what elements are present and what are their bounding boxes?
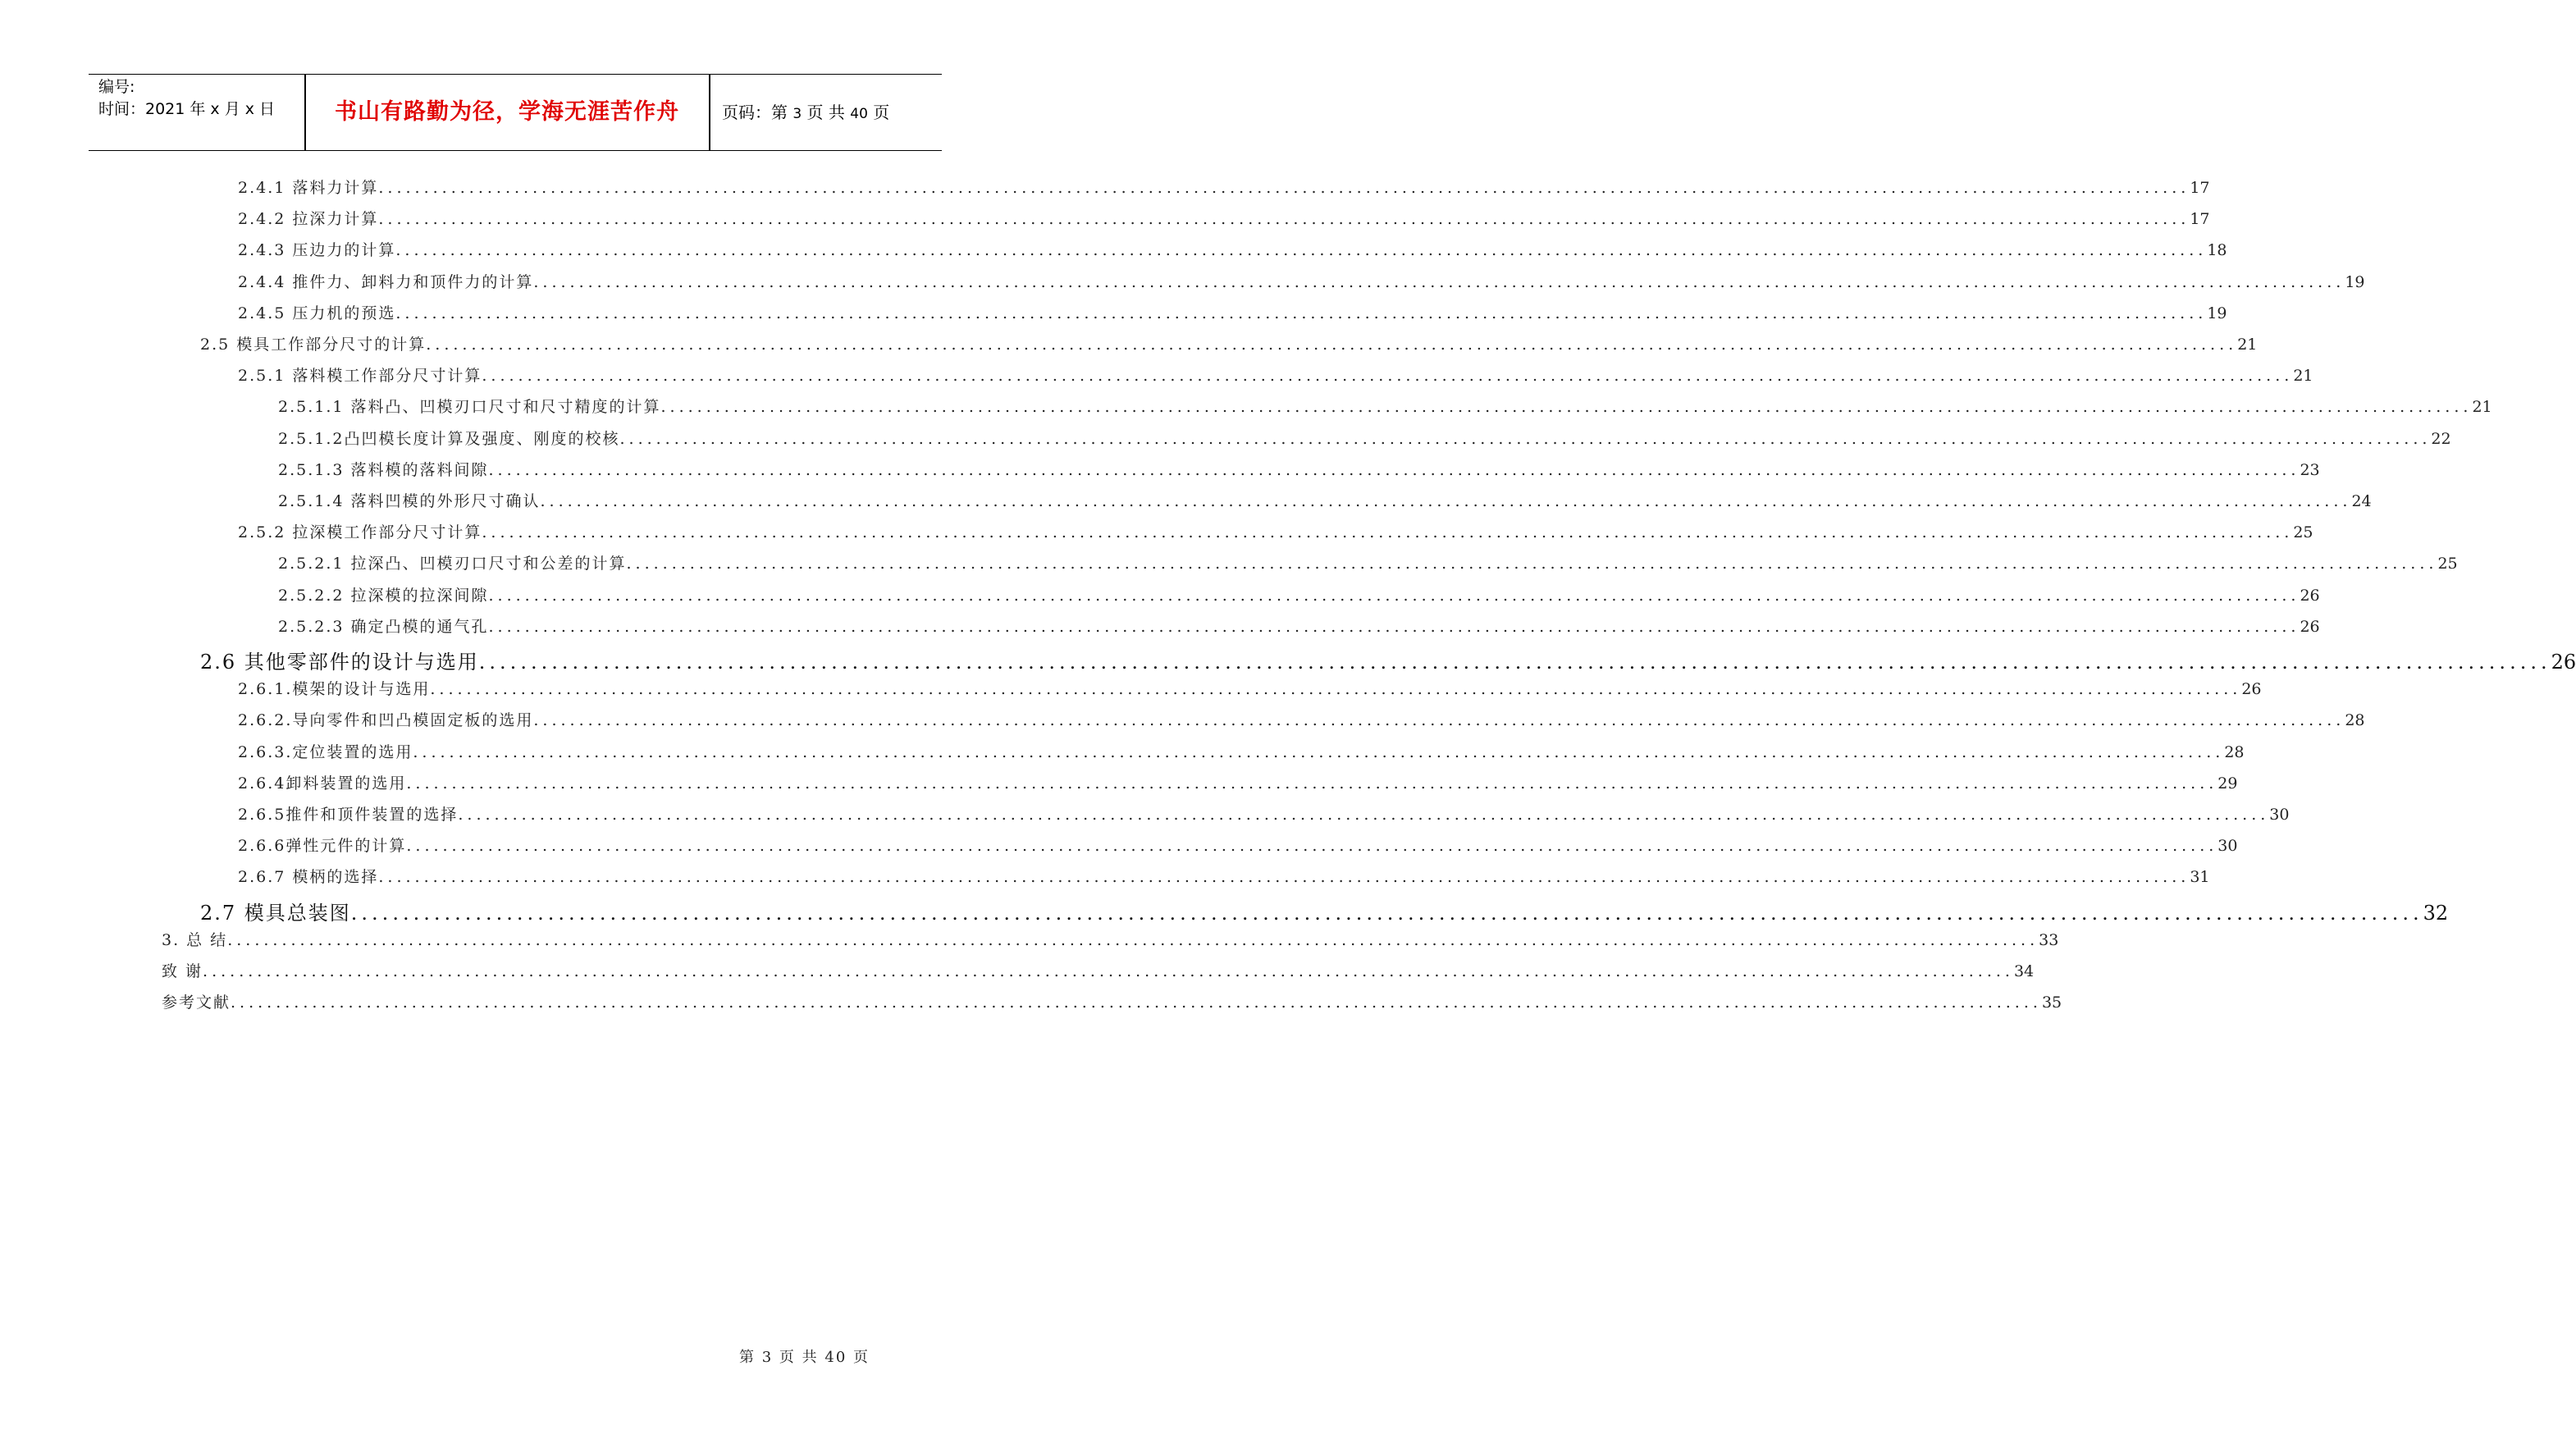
toc-entry-title: 2.5.2.3 确定凸模的通气孔 [278,617,489,636]
page-footer: 第 3 页 共 40 页 [739,1349,870,1366]
toc-leader-dots: ........................................................................................................................................................................................................ [540,492,2352,510]
toc-entry[interactable] [238,865,2210,887]
toc-entry-title: 2.5.1 落料模工作部分尺寸计算 [238,367,482,386]
toc-entry[interactable] [200,332,2258,354]
toc-entry[interactable] [238,771,2238,793]
toc-entry[interactable] [238,238,2227,260]
toc-entry-page: 25 [2293,523,2313,542]
toc-entry-title: 2.6.6弹性元件的计算 [238,837,407,856]
toc-entry[interactable] [278,489,2372,511]
toc-entry[interactable] [238,207,2210,229]
header-page-suffix: 页 [873,103,890,122]
toc-entry-page: 31 [2190,868,2210,887]
toc-entry-page: 21 [2472,398,2492,417]
toc-leader-dots: ........................................................................................................................................................................................................ [350,901,2423,925]
toc-entry-page: 33 [2039,930,2059,949]
toc-entry-page: 35 [2041,994,2062,1012]
toc-entry-page: 29 [2217,774,2238,793]
toc-entry[interactable] [238,363,2313,386]
toc-entry[interactable] [238,301,2227,323]
toc-entry-page: 24 [2351,492,2372,510]
toc-leader-dots: ........................................................................................................................................................................................................ [458,806,2270,824]
toc-entry-title: 2.4.2 拉深力计算 [238,210,379,229]
toc-entry[interactable] [238,708,2365,730]
toc-leader-dots: ........................................................................................................................................................................................................ [482,523,2294,542]
header-page-prefix: 页码：第 [722,103,788,122]
toc-entry-page: 17 [2190,179,2210,197]
toc-leader-dots: ........................................................................................................................................................................................................ [413,742,2225,761]
toc-entry-title: 2.6 其他零部件的设计与选用 [200,651,479,674]
toc-entry-page: 22 [2431,429,2451,448]
toc-entry[interactable] [238,834,2238,856]
toc-entry-title: 2.7 模具总装图 [200,901,351,925]
toc-entry-page: 26 [2241,680,2262,699]
toc-entry[interactable] [238,740,2245,762]
toc-entry-title: 2.5.1.3 落料模的落料间隙 [278,460,489,479]
toc-entry[interactable] [278,614,2320,637]
toc-entry-page: 30 [2217,837,2238,856]
toc-entry[interactable] [162,990,2062,1012]
toc-entry-title: 2.4.3 压边力的计算 [238,241,396,260]
toc-entry-title: 2.5 模具工作部分尺寸的计算 [200,336,427,354]
toc-entry-title: 致 谢 [162,962,203,980]
toc-leader-dots: ........................................................................................................................................................................................................ [426,336,2238,354]
toc-entry-title: 2.4.4 推件力、卸料力和顶件力的计算 [238,272,534,291]
toc-entry-page: 19 [2207,304,2227,322]
toc-leader-dots: ........................................................................................................................................................................................................ [395,241,2208,260]
toc-entry-title: 2.6.2.导向零件和凹凸模固定板的选用 [238,711,534,730]
toc-entry[interactable] [238,520,2313,542]
toc-entry-page: 32 [2423,901,2449,925]
toc-entry[interactable] [238,176,2210,198]
toc-entry-title: 2.4.5 压力机的预选 [238,304,396,322]
toc-entry-page: 34 [2013,962,2035,980]
toc-leader-dots: ........................................................................................................................................................................................................ [227,930,2039,949]
toc-entry-page: 28 [2345,711,2365,730]
toc-entry-title: 2.5.1.2凸凹模长度计算及强度、刚度的校核 [278,429,620,448]
header-page-middle: 页 共 [806,103,845,122]
header-divider [709,75,710,150]
toc-entry-page: 17 [2190,210,2210,229]
toc-leader-dots: ........................................................................................................................................................................................................ [378,868,2190,887]
toc-leader-dots: ........................................................................................................................................................................................................ [203,962,2014,980]
toc-entry[interactable] [200,646,2576,674]
toc-leader-dots: ........................................................................................................................................................................................................ [488,460,2300,479]
toc-entry[interactable] [238,677,2262,699]
toc-entry-page: 26 [2551,651,2576,674]
toc-entry[interactable] [238,802,2290,825]
toc-entry-page: 26 [2300,617,2320,636]
toc-entry-title: 2.6.1.模架的设计与选用 [238,680,431,699]
document-number-label: 编号: [98,78,135,96]
toc-entry[interactable] [278,395,2492,417]
toc-leader-dots: ........................................................................................................................................................................................................ [430,680,2242,699]
toc-entry-title: 2.4.1 落料力计算 [238,179,379,197]
header-meta [98,76,304,121]
toc-leader-dots: ........................................................................................................................................................................................................ [378,179,2190,197]
toc-entry[interactable] [200,897,2449,925]
toc-entry[interactable] [278,427,2451,449]
header-page-current: 3 [792,106,802,122]
toc-leader-dots: ........................................................................................................................................................................................................ [378,210,2190,229]
toc-entry-title: 2.5.1.1 落料凸、凹模刃口尺寸和尺寸精度的计算 [278,398,661,417]
toc-entry-title: 2.5.2.2 拉深模的拉深间隙 [278,586,489,605]
toc-leader-dots: ........................................................................................................................................................................................................ [478,651,2551,674]
toc-entry-page: 21 [2237,336,2258,354]
toc-entry-title: 2.6.5推件和顶件装置的选择 [238,806,459,824]
page-header [89,74,942,151]
toc-entry[interactable] [162,928,2059,950]
header-page-total: 40 [850,106,868,122]
toc-leader-dots: ........................................................................................................................................................................................................ [533,711,2345,730]
toc-leader-dots: ........................................................................................................................................................................................................ [488,586,2300,605]
header-motto: 书山有路勤为径，学海无涯苦作舟 [335,99,679,125]
toc-leader-dots: ........................................................................................................................................................................................................ [626,555,2438,573]
toc-leader-dots: ........................................................................................................................................................................................................ [406,837,2218,856]
toc-entry-title: 3. 总 结 [162,930,228,949]
toc-leader-dots: ........................................................................................................................................................................................................ [482,367,2294,386]
toc-entry-title: 2.5.2 拉深模工作部分尺寸计算 [238,523,482,542]
toc-entry[interactable] [162,959,2035,981]
toc-entry-page: 26 [2300,586,2320,605]
toc-entry-page: 18 [2207,241,2227,260]
toc-entry-page: 23 [2300,460,2320,479]
toc-entry-page: 25 [2437,555,2458,573]
toc-entry[interactable] [278,458,2320,480]
header-page-number [722,75,889,150]
toc-entry-title: 2.6.3.定位装置的选用 [238,742,413,761]
toc-entry-page: 30 [2269,806,2290,824]
toc-entry[interactable] [278,551,2458,573]
toc-entry[interactable] [238,270,2365,292]
toc-entry-title: 2.5.1.4 落料凹模的外形尺寸确认 [278,492,541,510]
toc-leader-dots: ........................................................................................................................................................................................................ [231,994,2042,1012]
toc-leader-dots: ........................................................................................................................................................................................................ [406,774,2218,793]
toc-leader-dots: ........................................................................................................................................................................................................ [488,617,2300,636]
toc-leader-dots: ........................................................................................................................................................................................................ [619,429,2432,448]
toc-entry-page: 19 [2345,272,2365,291]
document-time: 时间：2021 年 x 月 x 日 [98,100,276,118]
toc-leader-dots: ........................................................................................................................................................................................................ [395,304,2208,322]
toc-entry-title: 2.6.7 模柄的选择 [238,868,379,887]
toc-entry-page: 21 [2293,367,2313,386]
toc-leader-dots: ........................................................................................................................................................................................................ [660,398,2473,417]
toc-entry-title: 2.5.2.1 拉深凸、凹模刃口尺寸和公差的计算 [278,555,627,573]
toc-entry[interactable] [278,583,2320,605]
toc-entry-page: 28 [2224,742,2245,761]
toc-entry-title: 参考文献 [162,994,231,1012]
toc-entry-title: 2.6.4卸料装置的选用 [238,774,407,793]
toc-leader-dots: ........................................................................................................................................................................................................ [533,272,2345,291]
